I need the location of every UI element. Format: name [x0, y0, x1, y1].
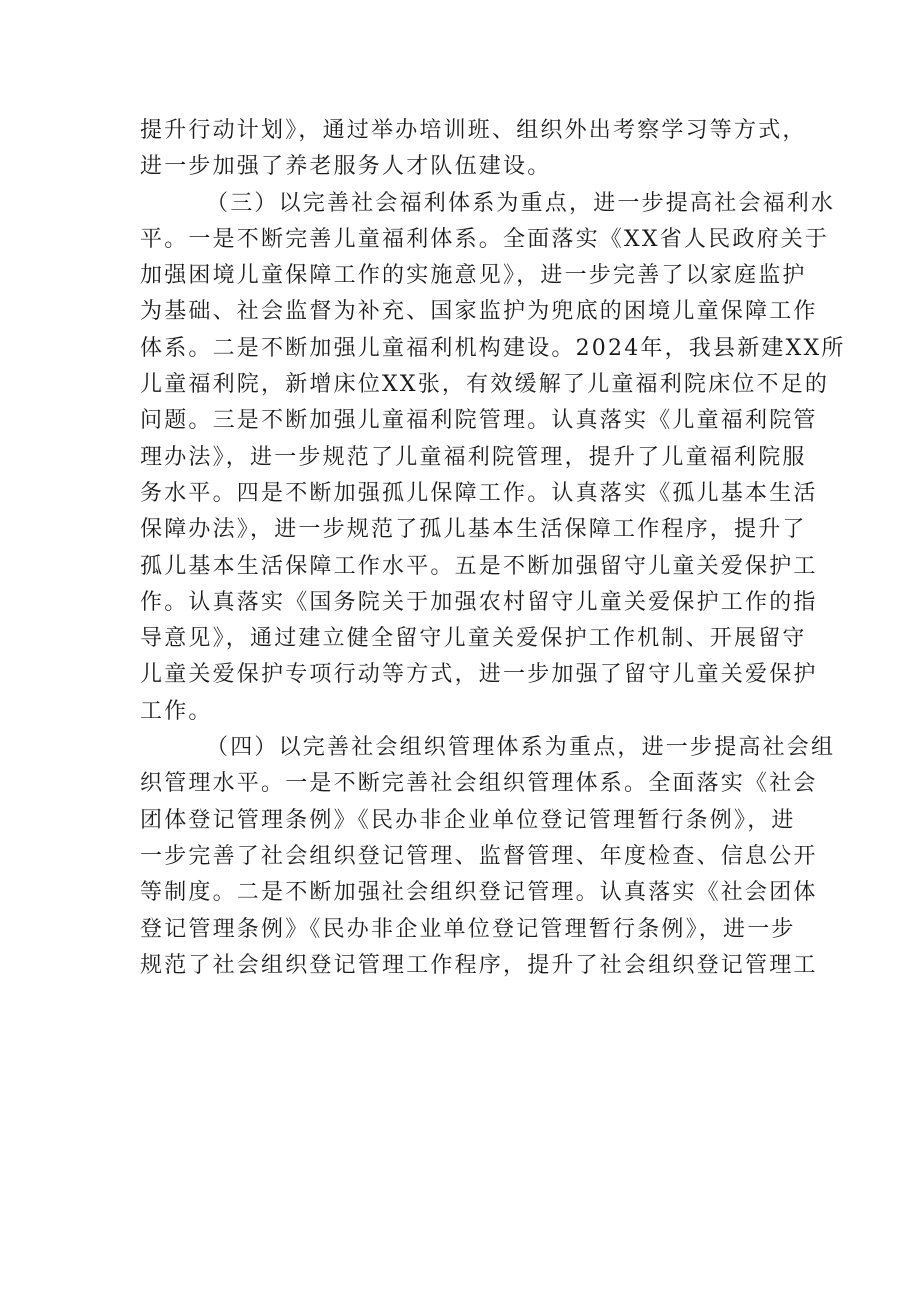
paragraph-line: 工作。	[140, 698, 213, 724]
paragraph-line: 务水平。四是不断加强孤儿保障工作。认真落实《孤儿基本生活	[140, 480, 818, 506]
section-heading-line: （三）以完善社会福利体系为重点，进一步提高社会福利水	[206, 190, 836, 216]
paragraph-line: 织管理水平。一是不断完善社会组织管理体系。全面落实《社会	[140, 771, 818, 797]
document-body	[140, 113, 846, 984]
paragraph-line: 儿童关爱保护专项行动等方式，进一步加强了留守儿童关爱保护	[140, 662, 818, 688]
paragraph-line: 保障办法》，进一步规范了孤儿基本生活保障工作程序，提升了	[140, 517, 807, 543]
paragraph-line: 为基础、社会监督为补充、国家监护为兜底的困境儿童保障工作	[140, 299, 818, 325]
paragraph-continuation	[140, 113, 807, 186]
paragraph-line: 理办法》，进一步规范了儿童福利院管理，提升了儿童福利院服	[140, 444, 807, 470]
paragraph-line: 平。一是不断完善儿童福利体系。全面落实《XX省人民政府关于	[140, 226, 830, 252]
paragraph-line: 体系。二是不断加强儿童福利机构建设。2024年，我县新建XX所	[140, 335, 846, 361]
paragraph-line: 儿童福利院，新增床位XX张，有效缓解了儿童福利院床位不足的	[140, 372, 830, 398]
paragraph-line: 作。认真落实《国务院关于加强农村留守儿童关爱保护工作的指	[140, 589, 818, 615]
paragraph-line: 登记管理条例》《民办非企业单位登记管理暂行条例》，进一步	[140, 916, 796, 942]
paragraph-section-3	[140, 186, 846, 730]
paragraph-section-4	[140, 730, 836, 984]
paragraph-line: 等制度。二是不断加强社会组织登记管理。认真落实《社会团体	[140, 880, 818, 906]
section-heading-line: （四）以完善社会组织管理体系为重点，进一步提高社会组	[206, 735, 836, 761]
paragraph-line: 孤儿基本生活保障工作水平。五是不断加强留守儿童关爱保护工	[140, 553, 818, 579]
paragraph-line: 导意见》，通过建立健全留守儿童关爱保护工作机制、开展留守	[140, 626, 807, 652]
paragraph-line: 提升行动计划》，通过举办培训班、组织外出考察学习等方式，	[140, 118, 807, 143]
paragraph-line: 加强困境儿童保障工作的实施意见》，进一步完善了以家庭监护	[140, 263, 807, 289]
paragraph-line: 问题。三是不断加强儿童福利院管理。认真落实《儿童福利院管	[140, 408, 818, 434]
paragraph-line: 团体登记管理条例》《民办非企业单位登记管理暂行条例》，进	[140, 807, 796, 833]
paragraph-line: 进一步加强了养老服务人才队伍建设。	[140, 154, 552, 180]
paragraph-line: 一步完善了社会组织登记管理、监督管理、年度检查、信息公开	[140, 843, 818, 869]
paragraph-line: 规范了社会组织登记管理工作程序，提升了社会组织登记管理工	[140, 952, 818, 978]
